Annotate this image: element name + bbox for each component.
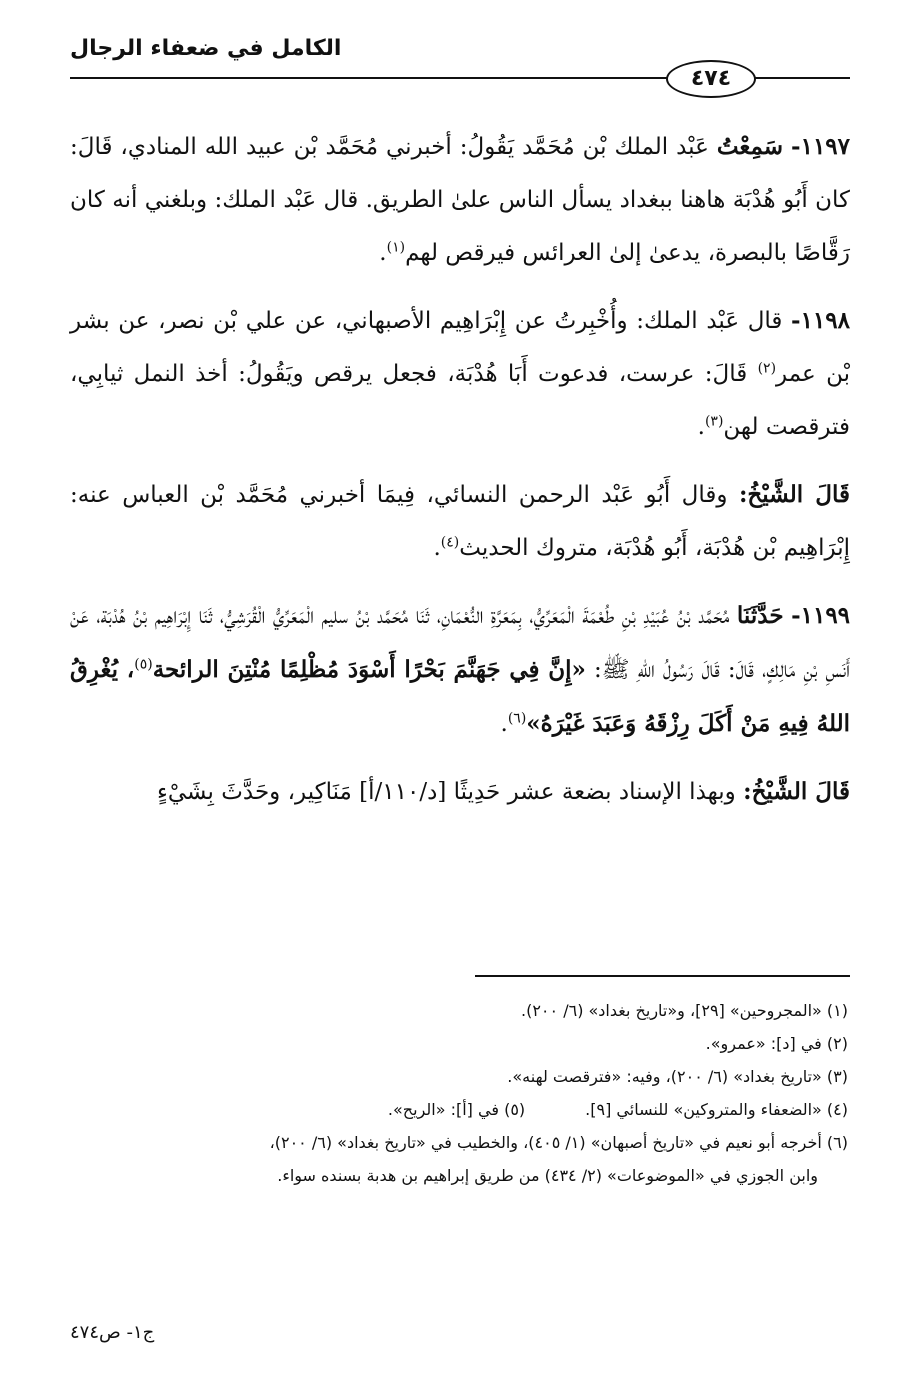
- footnote-1: (١) «المجروحين» [٢٩]، و«تاريخ بغداد» (٦/ ٢٠٠).: [521, 1001, 848, 1020]
- volume-page-reference: ج١- ص٤٧٤: [70, 1322, 155, 1343]
- main-text: [70, 120, 850, 833]
- footnote-2: (٢) في [د]: «عمرو».: [705, 1034, 848, 1053]
- entry-number: ١١٩٩-: [791, 602, 851, 629]
- sheikh-comment-2: [70, 765, 850, 819]
- entry-number: ١١٩٨-: [791, 307, 850, 334]
- footnote-ref: (٥): [134, 656, 153, 673]
- hadith-text: «إِنَّ فِي جَهَنَّمَ بَحْرًا أَسْوَدَ مُظْلِمًا مُنْتِنَ الرائحة: [152, 656, 586, 683]
- footnote-6: (٦) أخرجه أبو نعيم في «تاريخ أصبهان» (١/ ٤٠٥)، والخطيب في «تاريخ بغداد» (٦/ ٢٠٠)،: [269, 1133, 848, 1152]
- footnotes: [70, 994, 848, 1192]
- footnote-ref: (٤): [440, 534, 460, 551]
- period: .: [433, 535, 441, 561]
- footnote-ref: (٢): [757, 360, 777, 377]
- period: .: [500, 711, 508, 737]
- entry-1198: [70, 294, 850, 454]
- footnote-row-4-5: [70, 1093, 848, 1126]
- footnote-ref: (٦): [507, 710, 527, 727]
- transmission-keyword: حَدَّثَنَا: [736, 602, 784, 629]
- sheikh-said: قَالَ الشَّيْخُ:: [743, 778, 850, 805]
- hadith-text: ، يُغْرِقُ اللهُ فِيهِ مَنْ أَكَلَ رِزْقَهُ وَعَبَدَ غَيْرَهُ»: [70, 656, 850, 737]
- sheikh-said: قَالَ الشَّيْخُ:: [738, 481, 850, 508]
- entry-1199: [70, 589, 850, 751]
- entry-text: عَبْد الملك بْن مُحَمَّد يَقُولُ: أخبرني مُحَمَّد بْن عبيد الله المنادي، قَالَ: كان أَبُو هُدْبَة هاهنا ببغداد يسأل الناس علىٰ الطريق. قال عَبْد الملك: وبلغني أنه كان رَقَّاصًا بالبصرة، يدعىٰ إلىٰ العرائس فيرقص لهم: [70, 134, 850, 266]
- footnote-6-continued: وابن الجوزي في «الموضوعات» (٢/ ٤٣٤) من طريق إبراهيم بن هدبة بسنده سواء.: [277, 1166, 818, 1185]
- entry-text: قَالَ: عرست، فدعوت أَبَا هُدْبَة، فجعل يرقص ويَقُولُ: أخذ النمل ثيابِي، فترقصت لهن: [70, 361, 850, 440]
- book-title: الكامل في ضعفاء الرجال: [70, 36, 342, 61]
- page-number: ٤٧٤: [666, 60, 756, 98]
- period: .: [379, 240, 387, 266]
- entry-number: ١١٩٧-: [791, 133, 851, 160]
- entry-text: قال عَبْد الملك: وأُخْبِرتُ عن إِبْرَاهِيم الأصبهاني، عن علي بْن نصر، عن بشر بْن عمر: [70, 308, 850, 387]
- footnote-5: (٥) في [أ]: «الريح».: [387, 1100, 526, 1119]
- entry-text: مُحَمَّد بْنُ عُبَيْدِ بْنِ طُعْمَةَ الْمَعَرِّيُّ، بِمَعَرَّةِ النُّعْمَانِ، ثَنَا مُحَمَّد بْنُ سليم الْمَعَرِّيُّ الْقُرَشِيُّ، ثَنَا إِبْرَاهِيم بْنُ هُدْبَة، عَنْ أَنَسِ بْنِ مَالِكٍ، قَالَ: قَالَ رَسُولُ اللهِ ﷺ:: [70, 603, 850, 683]
- transmission-keyword: سَمِعْتُ: [716, 133, 784, 160]
- footnote-ref: (٣): [704, 413, 724, 430]
- entry-1197: [70, 120, 850, 280]
- entry-text: وقال أَبُو عَبْد الرحمن النسائي، فِيمَا أخبرني مُحَمَّد بْن العباس عنه: إِبْرَاهِيم بْن هُدْبَة، أَبُو هُدْبَة، متروك الحديث: [70, 482, 850, 561]
- footnote-4: (٤) «الضعفاء والمتروكين» للنسائي [٩].: [585, 1100, 848, 1119]
- footnote-ref: (١): [386, 239, 406, 256]
- sheikh-comment-1: [70, 468, 850, 575]
- footnote-separator: [475, 975, 850, 977]
- page-header: [70, 30, 850, 91]
- period: .: [697, 414, 705, 440]
- footnote-3: (٣) «تاريخ بغداد» (٦/ ٢٠٠)، وفيه: «فترقصت لهنه».: [507, 1067, 848, 1086]
- entry-text: وبهذا الإسناد بضعة عشر حَدِيثًا [د/١١٠/أ] مَنَاكِير، وحَدَّثَ بِشَيْءٍ: [157, 779, 736, 805]
